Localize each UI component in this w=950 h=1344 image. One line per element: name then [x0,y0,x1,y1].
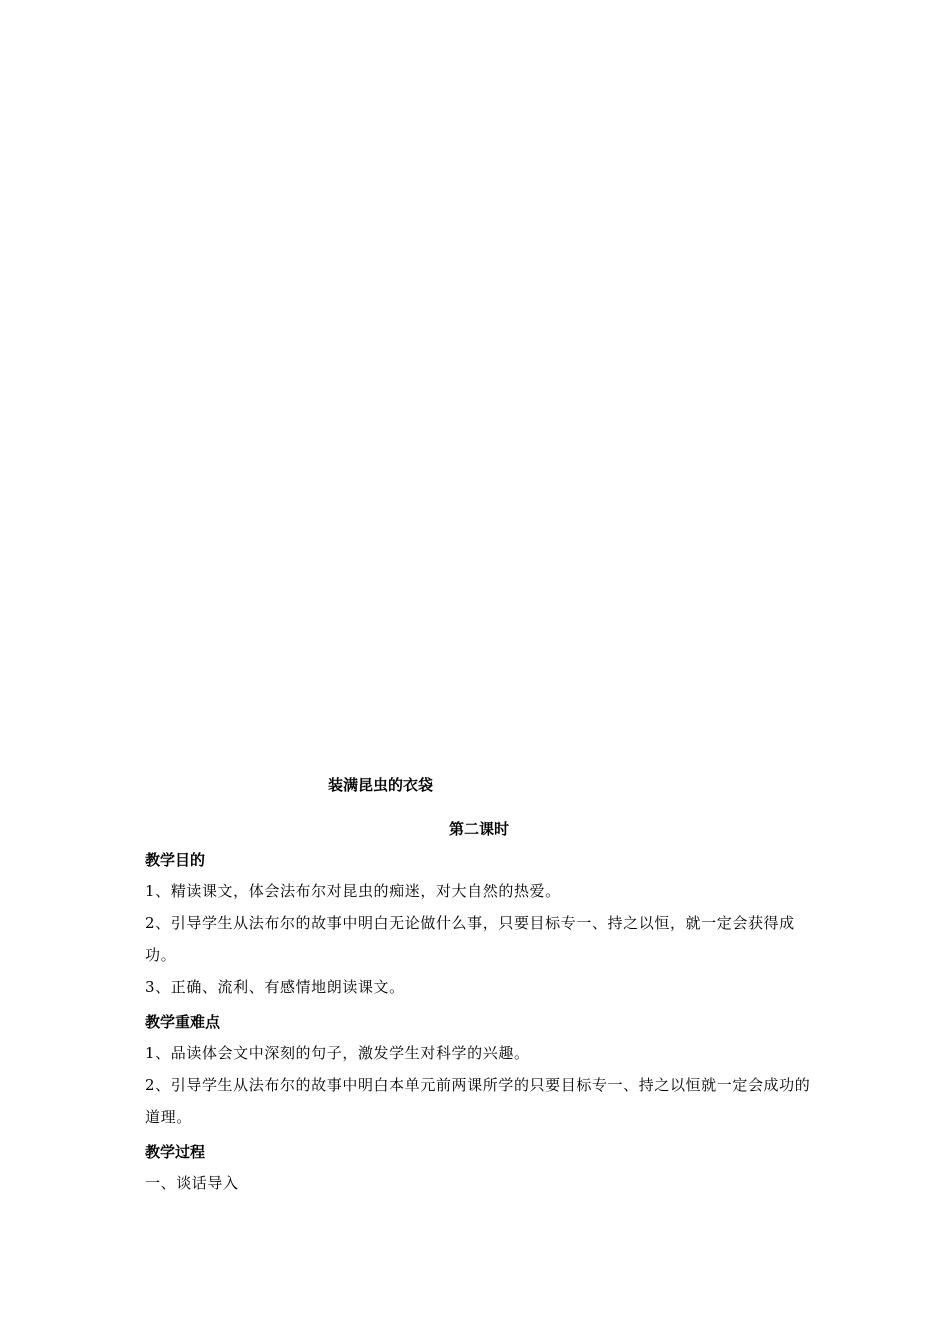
goal-item-3: 3、正确、流利、有感情地朗读课文。 [145,978,405,996]
lesson-title: 装满昆虫的衣袋 [328,776,434,794]
process-step-1: 一、谈话导入 [145,1174,239,1192]
goals-heading: 教学目的 [145,851,206,869]
key-points-heading: 教学重难点 [145,1013,221,1031]
goal-item-2: 2、引导学生从法布尔的故事中明白无论做什么事，只要目标专一、持之以恒，就一定会获得成功。 [145,914,795,964]
key-point-item-1: 1、品读体会文中深刻的句子，激发学生对科学的兴趣。 [145,1044,530,1062]
key-point-item-2: 2、引导学生从法布尔的故事中明白本单元前两课所学的只要目标专一、持之以恒就一定会成功的道理。 [145,1076,811,1126]
document-content [145,773,813,1199]
process-heading: 教学过程 [145,1143,206,1161]
lesson-subtitle: 第二课时 [448,820,509,838]
goal-item-1: 1、精读课文，体会法布尔对昆虫的痴迷，对大自然的热爱。 [145,882,561,900]
